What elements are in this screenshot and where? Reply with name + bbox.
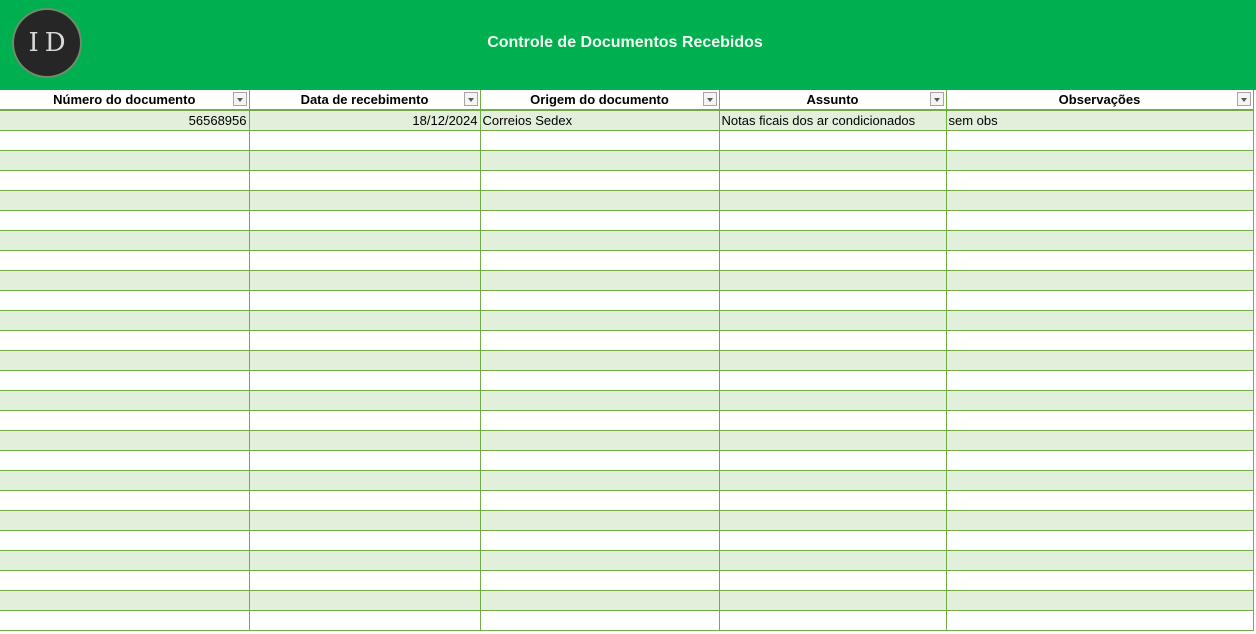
empty-cell[interactable] <box>0 131 249 151</box>
empty-cell[interactable] <box>946 331 1253 351</box>
table-row <box>0 211 1253 231</box>
table-row <box>0 371 1253 391</box>
cell-data[interactable]: 18/12/2024 <box>249 110 480 131</box>
empty-cell[interactable] <box>249 451 480 471</box>
empty-cell[interactable] <box>946 571 1253 591</box>
empty-cell[interactable] <box>480 411 719 431</box>
empty-cell[interactable] <box>946 291 1253 311</box>
empty-cell[interactable] <box>249 311 480 331</box>
empty-cell[interactable] <box>480 291 719 311</box>
table-row <box>0 411 1253 431</box>
empty-cell[interactable] <box>0 571 249 591</box>
empty-cell[interactable] <box>0 551 249 571</box>
empty-cell[interactable] <box>249 291 480 311</box>
filter-dropdown-icon[interactable] <box>1237 92 1251 106</box>
empty-cell[interactable] <box>249 251 480 271</box>
empty-cell[interactable] <box>0 251 249 271</box>
table-row <box>0 471 1253 491</box>
empty-cell[interactable] <box>719 471 946 491</box>
empty-cell[interactable] <box>480 531 719 551</box>
table-row <box>0 251 1253 271</box>
cell-observacoes[interactable]: sem obs <box>946 110 1253 131</box>
empty-cell[interactable] <box>719 451 946 471</box>
empty-cell[interactable] <box>0 591 249 611</box>
table-row <box>0 311 1253 331</box>
empty-cell[interactable] <box>946 551 1253 571</box>
empty-cell[interactable] <box>0 491 249 511</box>
empty-cell[interactable] <box>946 611 1253 631</box>
empty-cell[interactable] <box>719 551 946 571</box>
empty-cell[interactable] <box>249 131 480 151</box>
empty-cell[interactable] <box>719 131 946 151</box>
table-row <box>0 131 1253 151</box>
empty-cell[interactable] <box>946 391 1253 411</box>
empty-cell[interactable] <box>719 411 946 431</box>
empty-cell[interactable] <box>0 291 249 311</box>
empty-cell[interactable] <box>249 231 480 251</box>
empty-cell[interactable] <box>480 391 719 411</box>
empty-cell[interactable] <box>480 191 719 211</box>
column-header-observacoes: Observações <box>946 90 1253 110</box>
cell-assunto[interactable]: Notas ficais dos ar condicionados <box>719 110 946 131</box>
filter-dropdown-icon[interactable] <box>464 92 478 106</box>
cell-origem[interactable]: Correios Sedex <box>480 110 719 131</box>
filter-dropdown-icon[interactable] <box>930 92 944 106</box>
cell-numero[interactable]: 56568956 <box>0 110 249 131</box>
empty-cell[interactable] <box>719 531 946 551</box>
empty-cell[interactable] <box>0 511 249 531</box>
table-row <box>0 351 1253 371</box>
table-row <box>0 491 1253 511</box>
empty-cell[interactable] <box>0 391 249 411</box>
table-row <box>0 231 1253 251</box>
empty-cell[interactable] <box>480 271 719 291</box>
filter-dropdown-icon[interactable] <box>703 92 717 106</box>
empty-cell[interactable] <box>719 151 946 171</box>
empty-cell[interactable] <box>719 371 946 391</box>
empty-cell[interactable] <box>719 431 946 451</box>
empty-cell[interactable] <box>719 511 946 531</box>
empty-cell[interactable] <box>249 271 480 291</box>
empty-cell[interactable] <box>0 151 249 171</box>
table-row <box>0 511 1253 531</box>
table-row <box>0 531 1253 551</box>
empty-cell[interactable] <box>249 471 480 491</box>
empty-cell[interactable] <box>0 471 249 491</box>
table-row <box>0 431 1253 451</box>
empty-cell[interactable] <box>719 251 946 271</box>
empty-cell[interactable] <box>0 531 249 551</box>
empty-cell[interactable] <box>946 471 1253 491</box>
empty-cell[interactable] <box>719 351 946 371</box>
empty-cell[interactable] <box>480 231 719 251</box>
empty-cell[interactable] <box>719 331 946 351</box>
empty-cell[interactable] <box>946 271 1253 291</box>
empty-cell[interactable] <box>719 171 946 191</box>
empty-cell[interactable] <box>719 271 946 291</box>
empty-cell[interactable] <box>946 211 1253 231</box>
empty-cell[interactable] <box>480 451 719 471</box>
empty-cell[interactable] <box>0 231 249 251</box>
empty-cell[interactable] <box>946 311 1253 331</box>
empty-cell[interactable] <box>480 171 719 191</box>
empty-cell[interactable] <box>946 131 1253 151</box>
table-row <box>0 451 1253 471</box>
empty-cell[interactable] <box>0 191 249 211</box>
empty-cell[interactable] <box>249 151 480 171</box>
empty-cell[interactable] <box>249 371 480 391</box>
empty-cell[interactable] <box>480 591 719 611</box>
empty-cell[interactable] <box>480 311 719 331</box>
empty-cell[interactable] <box>0 171 249 191</box>
empty-cell[interactable] <box>480 351 719 371</box>
empty-cell[interactable] <box>946 591 1253 611</box>
empty-cell[interactable] <box>480 211 719 231</box>
empty-cell[interactable] <box>249 531 480 551</box>
empty-cell[interactable] <box>0 211 249 231</box>
empty-cell[interactable] <box>719 491 946 511</box>
table-row <box>0 151 1253 171</box>
empty-cell[interactable] <box>480 431 719 451</box>
empty-cell[interactable] <box>480 611 719 631</box>
empty-cell[interactable] <box>946 431 1253 451</box>
table-row <box>0 591 1253 611</box>
empty-cell[interactable] <box>480 491 719 511</box>
empty-cell[interactable] <box>0 611 249 631</box>
empty-cell[interactable] <box>249 171 480 191</box>
table-row <box>0 110 1253 131</box>
empty-cell[interactable] <box>719 231 946 251</box>
table-row <box>0 391 1253 411</box>
column-header-origem: Origem do documento <box>480 90 719 110</box>
empty-cell[interactable] <box>480 251 719 271</box>
empty-cell[interactable] <box>249 331 480 351</box>
empty-cell[interactable] <box>249 431 480 451</box>
column-header-data: Data de recebimento <box>249 90 480 110</box>
table-row <box>0 271 1253 291</box>
empty-cell[interactable] <box>480 551 719 571</box>
empty-cell[interactable] <box>480 371 719 391</box>
empty-cell[interactable] <box>946 511 1253 531</box>
empty-cell[interactable] <box>946 351 1253 371</box>
table-row <box>0 191 1253 211</box>
empty-cell[interactable] <box>946 151 1253 171</box>
empty-cell[interactable] <box>480 571 719 591</box>
empty-cell[interactable] <box>249 411 480 431</box>
empty-cell[interactable] <box>946 171 1253 191</box>
empty-cell[interactable] <box>480 511 719 531</box>
empty-cell[interactable] <box>480 151 719 171</box>
empty-cell[interactable] <box>249 511 480 531</box>
empty-cell[interactable] <box>480 331 719 351</box>
empty-cell[interactable] <box>719 311 946 331</box>
empty-cell[interactable] <box>249 591 480 611</box>
table-row <box>0 551 1253 571</box>
empty-cell[interactable] <box>249 391 480 411</box>
table-row <box>0 171 1253 191</box>
empty-cell[interactable] <box>480 131 719 151</box>
empty-cell[interactable] <box>249 551 480 571</box>
empty-cell[interactable] <box>0 311 249 331</box>
documents-table <box>0 90 1254 631</box>
empty-cell[interactable] <box>0 451 249 471</box>
empty-cell[interactable] <box>249 571 480 591</box>
table-row <box>0 571 1253 591</box>
empty-cell[interactable] <box>0 411 249 431</box>
empty-cell[interactable] <box>719 211 946 231</box>
table-row <box>0 611 1253 631</box>
empty-cell[interactable] <box>480 471 719 491</box>
empty-cell[interactable] <box>946 191 1253 211</box>
empty-cell[interactable] <box>0 271 249 291</box>
empty-cell[interactable] <box>249 191 480 211</box>
empty-cell[interactable] <box>946 451 1253 471</box>
header-banner <box>0 0 1256 90</box>
empty-cell[interactable] <box>249 491 480 511</box>
empty-cell[interactable] <box>0 371 249 391</box>
table-row <box>0 331 1253 351</box>
empty-cell[interactable] <box>719 391 946 411</box>
page-title: Controle de Documentos Recebidos <box>487 34 763 51</box>
empty-cell[interactable] <box>0 351 249 371</box>
empty-cell[interactable] <box>719 591 946 611</box>
empty-cell[interactable] <box>249 611 480 631</box>
empty-cell[interactable] <box>719 571 946 591</box>
empty-cell[interactable] <box>946 531 1253 551</box>
empty-cell[interactable] <box>946 231 1253 251</box>
column-header-numero: Número do documento <box>0 90 249 110</box>
empty-cell[interactable] <box>249 211 480 231</box>
empty-cell[interactable] <box>946 491 1253 511</box>
empty-cell[interactable] <box>946 251 1253 271</box>
filter-dropdown-icon[interactable] <box>233 92 247 106</box>
empty-cell[interactable] <box>946 371 1253 391</box>
column-header-assunto: Assunto <box>719 90 946 110</box>
empty-cell[interactable] <box>0 331 249 351</box>
empty-cell[interactable] <box>249 351 480 371</box>
logo-text: ID <box>28 28 72 58</box>
table-row <box>0 291 1253 311</box>
empty-cell[interactable] <box>719 191 946 211</box>
empty-cell[interactable] <box>719 611 946 631</box>
empty-cell[interactable] <box>719 291 946 311</box>
empty-cell[interactable] <box>946 411 1253 431</box>
header-row <box>0 90 1253 110</box>
empty-cell[interactable] <box>0 431 249 451</box>
